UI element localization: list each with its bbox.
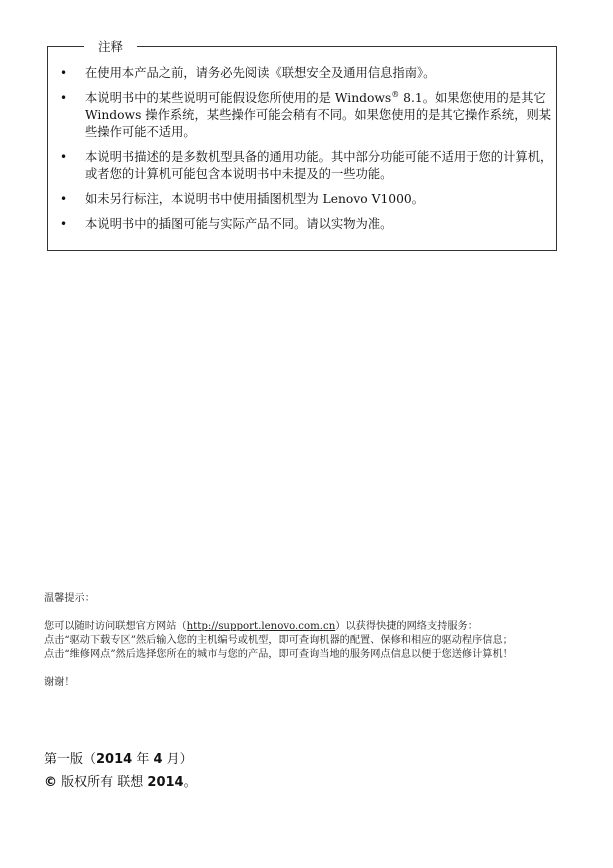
bullet-icon: • — [60, 91, 68, 105]
note-item-illustration-model — [58, 191, 554, 208]
note-item-common-features — [58, 149, 554, 183]
copyright-line — [44, 771, 197, 794]
spacer — [44, 662, 564, 676]
copyright-text: 版权所有 联想 — [57, 775, 148, 790]
copyright-end: 。 — [183, 775, 197, 790]
tips-line-website-prefix: 您可以随时访问联想官方网站（ — [44, 621, 187, 632]
tips-block — [44, 592, 564, 690]
note-item-safety-guide — [58, 65, 554, 82]
edition-block — [44, 748, 197, 794]
note-text: 本说明书中的某些说明可能假设您所使用的是 Windows — [85, 91, 392, 105]
edition-month-suffix: 月） — [162, 752, 193, 767]
note-text: 本说明书描述的是多数机型具备的通用功能。其中部分功能可能不适用于您的计算机，或者您的计算机可能包含本说明书中未提及的一些功能。 — [85, 150, 553, 181]
bullet-icon: • — [60, 192, 68, 206]
notes-box — [47, 39, 557, 251]
note-item-illustration-difference — [58, 216, 554, 233]
note-text: 本说明书中的插图可能与实际产品不同。请以实物为准。 — [85, 217, 393, 231]
tips-line-website — [44, 620, 564, 634]
edition-line — [44, 748, 197, 771]
registered-mark: ® — [391, 89, 400, 99]
notes-list — [58, 65, 554, 241]
bullet-icon: • — [60, 66, 68, 80]
bullet-icon: • — [60, 150, 68, 164]
copyright-year: 2014 — [147, 775, 184, 790]
note-text: 在使用本产品之前，请务必先阅读《联想安全及通用信息指南》。 — [85, 66, 436, 80]
tips-line-website-suffix: ）以获得快捷的网络支持服务： — [335, 621, 478, 632]
spacer — [44, 606, 564, 620]
tips-thanks: 谢谢！ — [44, 677, 75, 688]
copyright-icon: © — [44, 775, 57, 790]
edition-month: 4 — [153, 752, 163, 767]
tips-heading: 温馨提示： — [44, 593, 95, 604]
notes-title: 注释 — [84, 38, 137, 56]
bullet-icon: • — [60, 217, 68, 231]
edition-year: 2014 — [96, 752, 133, 767]
tips-line-drivers: 点击“驱动下载专区”然后输入您的主机编号或机型，即可查询机器的配置、保修和相应的驱动程序信息； — [44, 635, 513, 646]
note-item-windows-version — [58, 90, 554, 141]
edition-year-unit: 年 — [132, 752, 154, 767]
edition-label: 第一版（ — [44, 752, 97, 767]
note-text: 如未另行标注，本说明书中使用插图机型为 Lenovo V1000。 — [85, 192, 425, 206]
note-text-continued: 8.1。如果您使用的是其它 Windows 操作系统，某些操作可能会稍有不同。如果您使用的是其它操作系统，则某些操作可能不适用。 — [85, 91, 552, 139]
support-website-link[interactable]: http://support.lenovo.com.cn — [186, 621, 336, 632]
tips-line-service-points: 点击“维修网点”然后选择您所在的城市与您的产品，即可查询当地的服务网点信息以便于您送修计算机！ — [44, 649, 513, 660]
